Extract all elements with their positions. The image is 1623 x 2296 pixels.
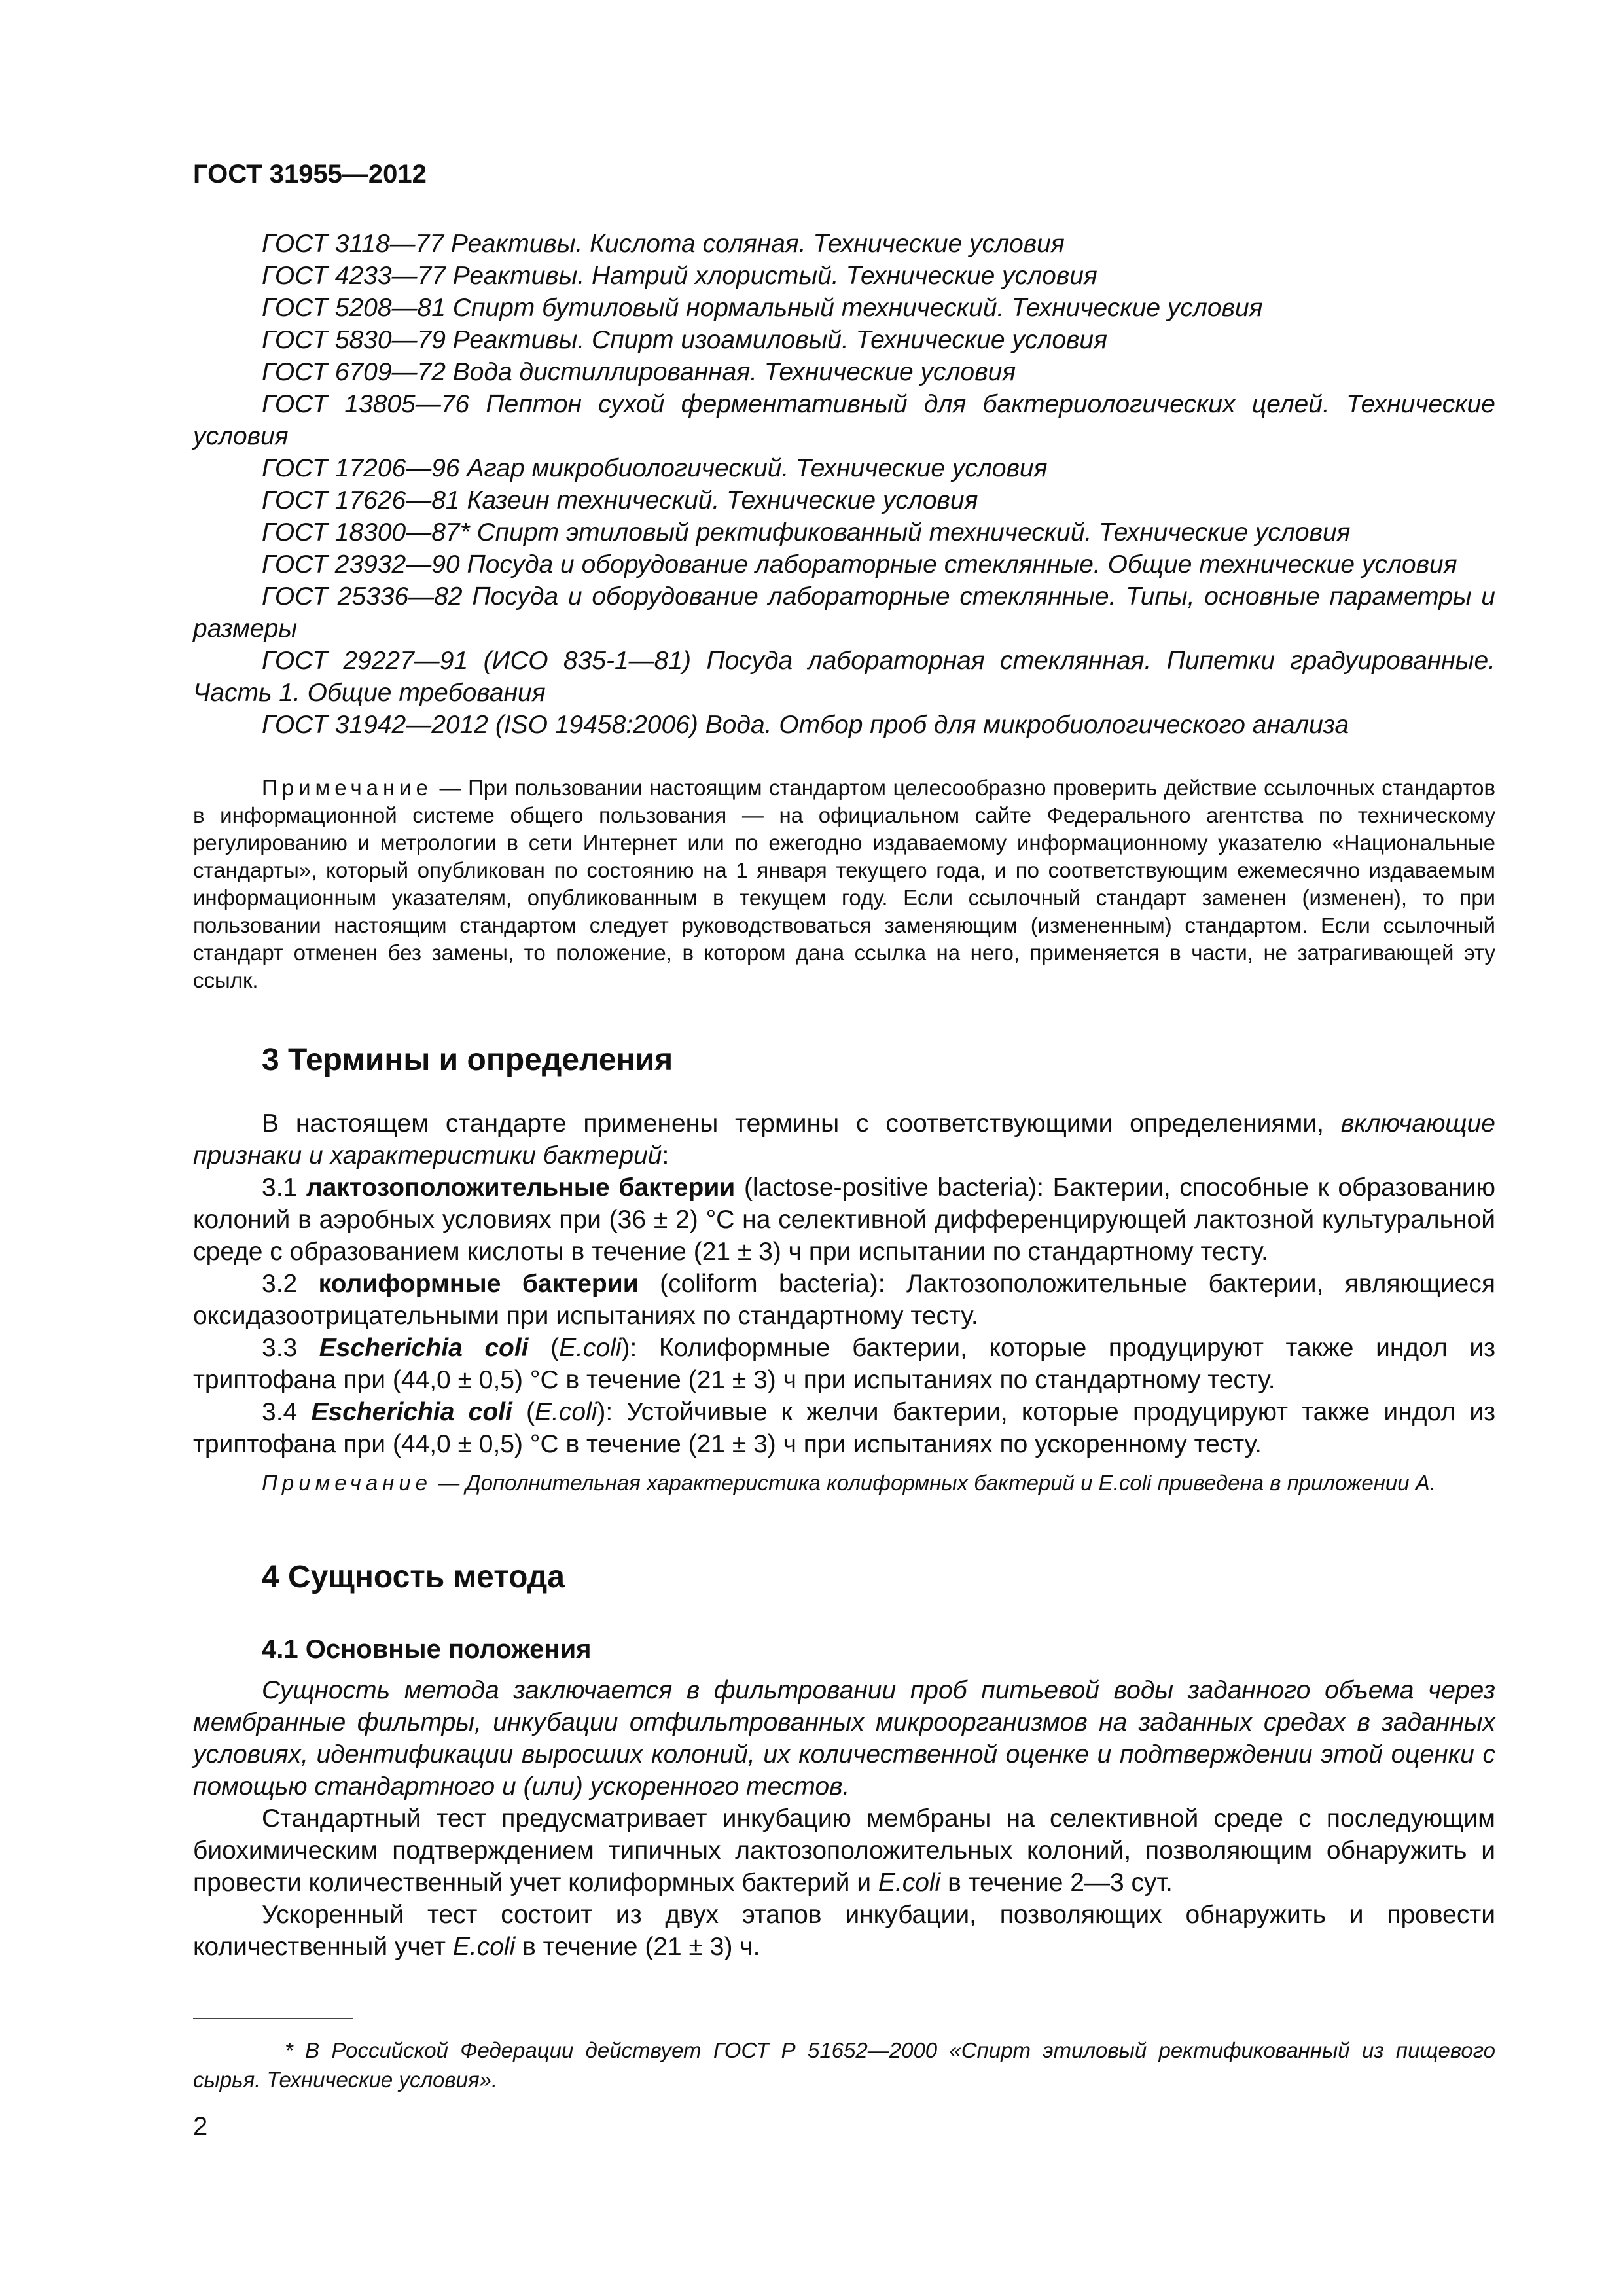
reference-item: ГОСТ 25336—82 Посуда и оборудование лабораторные стеклянные. Типы, основные параметры и размеры [193,583,1495,643]
reference-item: ГОСТ 17206—96 Агар микробиологический. Технические условия [262,454,1048,482]
section-3-body [193,1107,1495,1460]
references-note [193,774,1495,994]
reference-item: ГОСТ 29227—91 (ИСО 835-1—81) Посуда лабораторная стеклянная. Пипетки градуированные. Часть 1. Общие требования [193,647,1495,707]
reference-item: ГОСТ 13805—76 Пептон сухой ферментативный для бактериологических целей. Технические условия [193,390,1495,450]
term-3-1: 3.1 лактозоположительные бактерии (lactose-positive bacteria): Бактерии, способные к образованию колоний в аэробных условиях при (36 ± 2) °С на селективной дифференцирующей лактозной культуральной среде с образованием кислоты в течение (21 ± 3) ч при испытании по стандартному тесту. [193,1174,1495,1266]
section-3-title: 3 Термины и определения [262,1043,673,1077]
note-text: — Дополнительная характеристика колиформных бактерий и E.coli приведена в приложении А. [438,1471,1436,1495]
footnote: * В Российской Федерации действует ГОСТ Р 51652—2000 «Спирт этиловый ректификованный из пищевого сырья. Технические условия». [193,2038,1495,2092]
footnote-separator [193,2018,353,2019]
reference-item: ГОСТ 31942—2012 (ISO 19458:2006) Вода. Отбор проб для микробиологического анализа [262,711,1349,739]
note-label: Примечание [262,776,433,800]
section-4-body [193,1674,1495,1963]
term-3-3: 3.3 Escherichia coli (E.coli): Колиформные бактерии, которые продуцируют также индол из триптофана при (44,0 ± 0,5) °С в течение (21 ± 3) ч при испытаниях по стандартному тесту. [193,1334,1495,1394]
reference-item: ГОСТ 18300—87* Спирт этиловый ректификованный технический. Технические условия [262,518,1351,547]
rapid-test-paragraph: Ускоренный тест состоит из двух этапов инкубации, позволяющих обнаружить и провести количественный учет E.coli в течение (21 ± 3) ч. [193,1901,1495,1961]
term-3-4: 3.4 Escherichia coli (E.coli): Устойчивые к желчи бактерии, которые продуцируют также индол из триптофана при (44,0 ± 0,5) °С в течение (21 ± 3) ч при испытаниях по ускоренному тесту. [193,1398,1495,1458]
section-4-title: 4 Сущность метода [262,1560,565,1594]
reference-item: ГОСТ 17626—81 Казеин технический. Технические условия [262,486,978,514]
term-3-2: 3.2 колиформные бактерии (coliform bacteria): Лактозоположительные бактерии, являющиеся оксидазоотрицательными при испытаниях по стандартному тесту. [193,1270,1495,1330]
standard-test-paragraph: Стандартный тест предусматривает инкубацию мембраны на селективной среде с последующим биохимическим подтверждением типичных лактозоположительных колоний, позволяющим обнаружить и провести количественный учет колиформных бактерий и E.coli в течение 2—3 сут. [193,1804,1495,1897]
section-3-intro: В настоящем стандарте применены термины с соответствующими определениями, включающие признаки и характеристики бактерий: [193,1109,1495,1170]
reference-item: ГОСТ 4233—77 Реактивы. Натрий хлористый. Технические условия [262,262,1097,290]
page-number: 2 [193,2112,208,2141]
section-3-note [193,1469,1495,1497]
reference-item: ГОСТ 5208—81 Спирт бутиловый нормальный технический. Технические условия [262,294,1263,322]
note-label: Примечание [262,1471,433,1495]
document-header: ГОСТ 31955—2012 [193,160,427,188]
subsection-4-1-title: 4.1 Основные положения [262,1635,592,1664]
reference-item: ГОСТ 6709—72 Вода дистиллированная. Технические условия [262,358,1016,386]
note-text: — При пользовании настоящим стандартом целесообразно проверить действие ссылочных стандартов в информационной системе общего пользования — на официальном сайте Федерального агентства по техническому регулированию и метрологии в сети Интернет или по ежегодно издаваемому информационному указателю «Национальные стандарты», который опубликован по состоянию на 1 января текущего года, и по соответствующим ежемесячно издаваемым информационным указателям, опубликованным в текущем году. Если ссылочный стандарт заменен (изменен), то при пользовании настоящим стандартом следует руководствоваться заменяющим (измененным) стандартом. Если ссылочный стандарт отменен без замены, то положение, в котором дана ссылка на него, применяется в части, не затрагивающей эту ссылк. [193,776,1495,992]
reference-item: ГОСТ 3118—77 Реактивы. Кислота соляная. Технические условия [262,230,1065,258]
reference-item: ГОСТ 5830—79 Реактивы. Спирт изоамиловый. Технические условия [262,326,1107,354]
reference-item: ГОСТ 23932—90 Посуда и оборудование лабораторные стеклянные. Общие технические условия [262,550,1457,579]
references-list [193,228,1495,741]
method-paragraph: Сущность метода заключается в фильтровании проб питьевой воды заданного объема через мембранные фильтры, инкубации отфильтрованных микроорганизмов на заданных средах в заданных условиях, идентификации выросших колоний, их количественной оценке и подтверждении этой оценки с помощью стандартного и (или) ускоренного тестов. [193,1676,1495,1801]
